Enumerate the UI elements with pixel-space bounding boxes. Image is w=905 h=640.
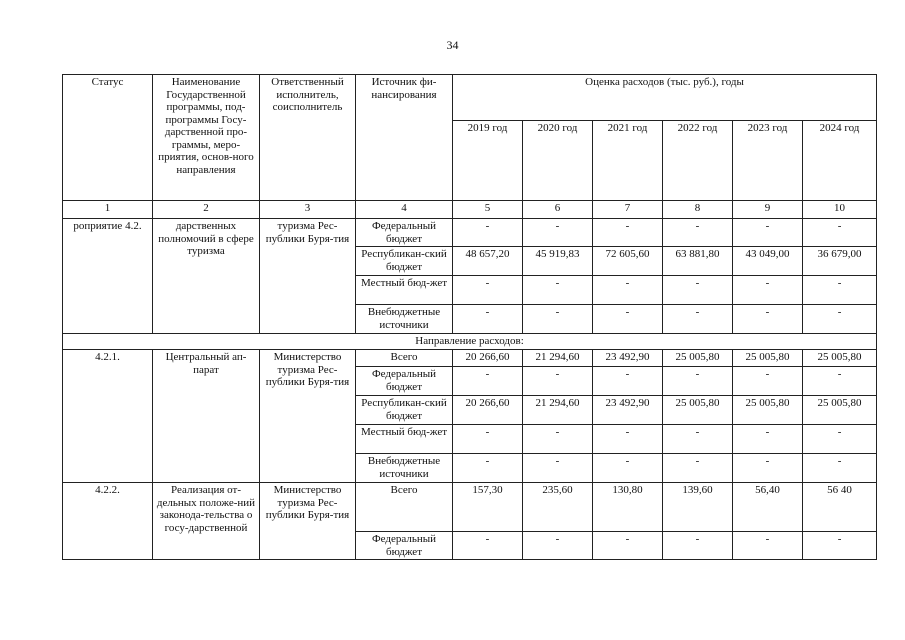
value-cell: 56 40 bbox=[803, 483, 877, 532]
header-expense-estimate: Оценка расходов (тыс. руб.), годы bbox=[453, 75, 877, 121]
value-cell: - bbox=[663, 532, 733, 560]
header-responsible: Ответственный исполнитель, соисполнитель bbox=[260, 75, 356, 201]
value-cell: 23 492,90 bbox=[593, 396, 663, 425]
value-cell: - bbox=[523, 305, 593, 334]
value-cell: - bbox=[803, 425, 877, 454]
column-number: 3 bbox=[260, 201, 356, 219]
column-number-row bbox=[63, 201, 877, 219]
header-status: Статус bbox=[63, 75, 153, 201]
section-row bbox=[63, 334, 877, 350]
value-cell: - bbox=[453, 425, 523, 454]
value-cell: - bbox=[593, 367, 663, 396]
value-cell: - bbox=[593, 276, 663, 305]
header-year: 2019 год bbox=[453, 121, 523, 201]
value-cell: - bbox=[523, 367, 593, 396]
column-number: 9 bbox=[733, 201, 803, 219]
value-cell: - bbox=[733, 219, 803, 247]
table-row bbox=[63, 219, 877, 247]
header-year: 2023 год bbox=[733, 121, 803, 201]
value-cell: - bbox=[523, 454, 593, 483]
column-number: 2 bbox=[153, 201, 260, 219]
value-cell: 25 005,80 bbox=[733, 350, 803, 367]
row-responsible: Министерство туризма Рес-публики Буря-тия bbox=[260, 483, 356, 560]
value-cell: 21 294,60 bbox=[523, 350, 593, 367]
value-cell: - bbox=[663, 425, 733, 454]
value-cell: - bbox=[523, 219, 593, 247]
column-number: 4 bbox=[356, 201, 453, 219]
value-cell: - bbox=[593, 532, 663, 560]
value-cell: - bbox=[663, 276, 733, 305]
column-number: 8 bbox=[663, 201, 733, 219]
row-program-name: Центральный ап-парат bbox=[153, 350, 260, 483]
value-cell: - bbox=[663, 305, 733, 334]
value-cell: - bbox=[453, 219, 523, 247]
value-cell: - bbox=[453, 367, 523, 396]
value-cell: - bbox=[593, 305, 663, 334]
page-number: 34 bbox=[446, 38, 459, 52]
value-cell: 36 679,00 bbox=[803, 247, 877, 276]
value-cell: - bbox=[733, 305, 803, 334]
funding-source-federal: Федеральный бюджет bbox=[356, 532, 453, 560]
row-status: 4.2.2. bbox=[63, 483, 153, 560]
table-row bbox=[63, 483, 877, 532]
header-program-name: Наименование Государственной программы, под-программы Госу-дарственной про-граммы, меро-приятия, основ-ного направления bbox=[153, 75, 260, 201]
value-cell: 20 266,60 bbox=[453, 396, 523, 425]
funding-source-extra: Внебюджетные источники bbox=[356, 454, 453, 483]
value-cell: 130,80 bbox=[593, 483, 663, 532]
column-number: 1 bbox=[63, 201, 153, 219]
value-cell: - bbox=[523, 532, 593, 560]
value-cell: - bbox=[803, 532, 877, 560]
funding-source-total: Всего bbox=[356, 483, 453, 532]
value-cell: 72 605,60 bbox=[593, 247, 663, 276]
value-cell: - bbox=[803, 454, 877, 483]
header-year: 2020 год bbox=[523, 121, 593, 201]
row-program-name: дарственных полномочий в сфере туризма bbox=[153, 219, 260, 334]
header-row bbox=[63, 75, 877, 121]
column-number: 5 bbox=[453, 201, 523, 219]
value-cell: - bbox=[803, 367, 877, 396]
budget-table bbox=[62, 74, 877, 560]
value-cell: 25 005,80 bbox=[663, 350, 733, 367]
value-cell: - bbox=[663, 454, 733, 483]
value-cell: 23 492,90 bbox=[593, 350, 663, 367]
value-cell: - bbox=[663, 219, 733, 247]
funding-source-republic: Республикан-ский бюджет bbox=[356, 247, 453, 276]
value-cell: - bbox=[733, 276, 803, 305]
header-funding-source: Источник фи-нансирования bbox=[356, 75, 453, 201]
row-status: 4.2.1. bbox=[63, 350, 153, 483]
value-cell: 56,40 bbox=[733, 483, 803, 532]
value-cell: - bbox=[663, 367, 733, 396]
row-status: роприятие 4.2. bbox=[63, 219, 153, 334]
value-cell: - bbox=[453, 454, 523, 483]
value-cell: - bbox=[593, 425, 663, 454]
funding-source-republic: Республикан-ский бюджет bbox=[356, 396, 453, 425]
header-year: 2022 год bbox=[663, 121, 733, 201]
value-cell: 25 005,80 bbox=[803, 396, 877, 425]
funding-source-extra: Внебюджетные источники bbox=[356, 305, 453, 334]
value-cell: - bbox=[803, 276, 877, 305]
header-year: 2024 год bbox=[803, 121, 877, 201]
value-cell: - bbox=[803, 305, 877, 334]
value-cell: - bbox=[523, 425, 593, 454]
value-cell: 20 266,60 bbox=[453, 350, 523, 367]
value-cell: 25 005,80 bbox=[733, 396, 803, 425]
funding-source-total: Всего bbox=[356, 350, 453, 367]
funding-source-local: Местный бюд-жет bbox=[356, 276, 453, 305]
value-cell: - bbox=[733, 532, 803, 560]
value-cell: - bbox=[593, 454, 663, 483]
value-cell: - bbox=[733, 367, 803, 396]
value-cell: 21 294,60 bbox=[523, 396, 593, 425]
value-cell: 235,60 bbox=[523, 483, 593, 532]
funding-source-federal: Федеральный бюджет bbox=[356, 219, 453, 247]
table-row bbox=[63, 350, 877, 367]
column-number: 6 bbox=[523, 201, 593, 219]
value-cell: - bbox=[803, 219, 877, 247]
row-responsible: Министерство туризма Рес-публики Буря-тия bbox=[260, 350, 356, 483]
value-cell: 48 657,20 bbox=[453, 247, 523, 276]
value-cell: - bbox=[453, 305, 523, 334]
value-cell: 157,30 bbox=[453, 483, 523, 532]
value-cell: 25 005,80 bbox=[663, 396, 733, 425]
section-title: Направление расходов: bbox=[63, 334, 877, 350]
column-number: 10 bbox=[803, 201, 877, 219]
value-cell: 63 881,80 bbox=[663, 247, 733, 276]
value-cell: 45 919,83 bbox=[523, 247, 593, 276]
funding-source-local: Местный бюд-жет bbox=[356, 425, 453, 454]
row-program-name: Реализация от-дельных положе-ний законода-тельства о госу-дарственной bbox=[153, 483, 260, 560]
value-cell: - bbox=[453, 532, 523, 560]
value-cell: - bbox=[733, 425, 803, 454]
value-cell: - bbox=[523, 276, 593, 305]
row-responsible: туризма Рес-публики Буря-тия bbox=[260, 219, 356, 334]
value-cell: 43 049,00 bbox=[733, 247, 803, 276]
value-cell: - bbox=[733, 454, 803, 483]
value-cell: - bbox=[453, 276, 523, 305]
column-number: 7 bbox=[593, 201, 663, 219]
header-year: 2021 год bbox=[593, 121, 663, 201]
value-cell: 139,60 bbox=[663, 483, 733, 532]
funding-source-federal: Федеральный бюджет bbox=[356, 367, 453, 396]
value-cell: - bbox=[593, 219, 663, 247]
value-cell: 25 005,80 bbox=[803, 350, 877, 367]
